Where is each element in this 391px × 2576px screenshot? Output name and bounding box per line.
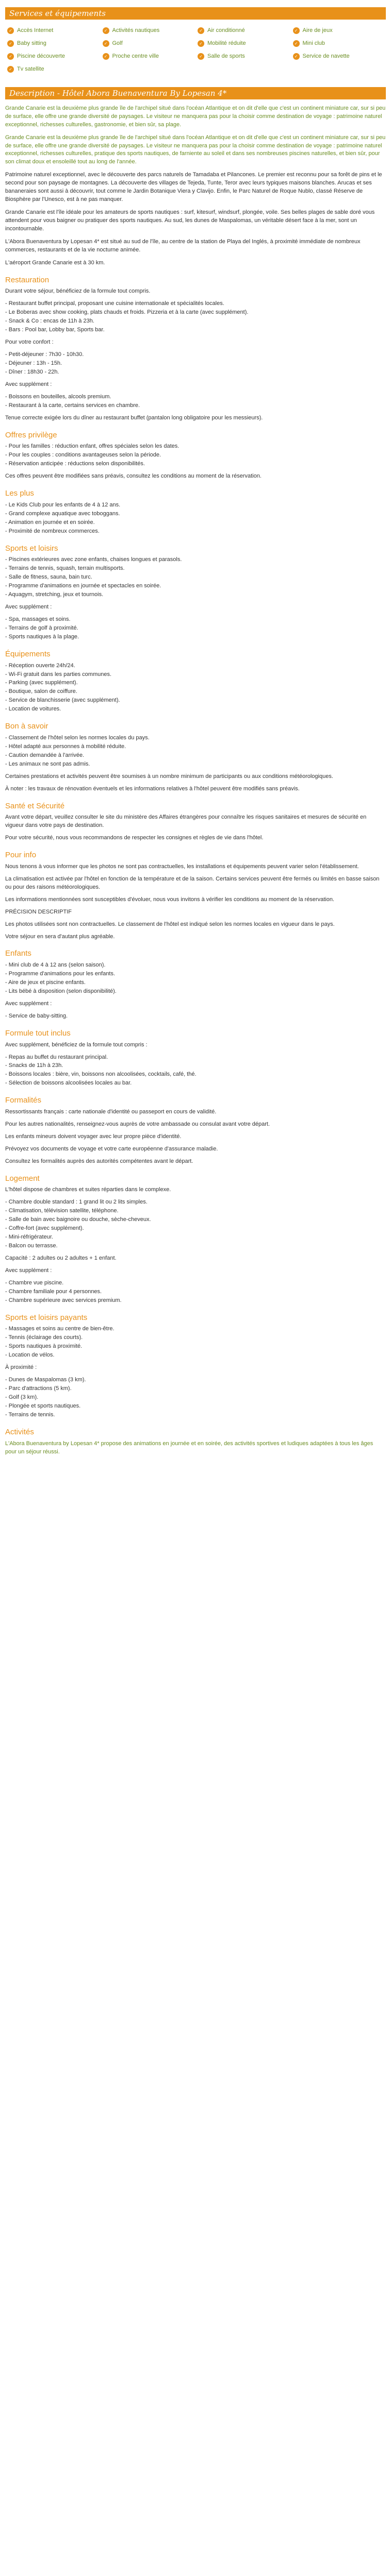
list-item: - Piscines extérieures avec zone enfants, chaises longues et parasols. xyxy=(5,556,386,564)
sub-title: PRÉCISION DESCRIPTIF xyxy=(5,908,72,915)
service-label: Baby sitting xyxy=(17,40,46,46)
list-item: - Wi-Fi gratuit dans les parties communes. xyxy=(5,671,386,679)
sub-title: Avec supplément : xyxy=(5,381,52,387)
kids-icon: ✓ xyxy=(293,40,300,47)
section-title-formalites: Formalités xyxy=(5,1096,42,1105)
snowflake-icon: ✓ xyxy=(198,27,204,34)
list-item: - Location de voitures. xyxy=(5,705,386,714)
section-title-sports: Sports et loisirs xyxy=(5,544,58,553)
section-paragraph: Nous tenons à vous informer que les photos ne sont pas contractuelles, les installations et équipements peuvent varier selon l'établissement. xyxy=(5,863,359,870)
list-item: - Dunes de Maspalomas (3 km). xyxy=(5,1376,386,1384)
section-title-infos: Pour info xyxy=(5,851,37,860)
list-item: - Balcon ou terrasse. xyxy=(5,1242,386,1250)
list-item: - Tennis (éclairage des courts). xyxy=(5,1334,386,1342)
tv-icon: ✓ xyxy=(7,66,14,73)
service-item xyxy=(198,53,289,61)
section-title-formule: Formule tout inclus xyxy=(5,1028,71,1038)
list-item: - Le Boberas avec show cooking, plats chauds et froids. Pizzeria et à la carte (avec supplément). xyxy=(5,309,386,317)
list-item: - Repas au buffet du restaurant principal. xyxy=(5,1054,386,1062)
list-item: - Plongée et sports nautiques. xyxy=(5,1402,386,1411)
intro-paragraph: L'aéroport Grande Canarie est à 30 km. xyxy=(5,259,105,266)
service-label: Air conditionné xyxy=(207,27,245,33)
list-item: - Salle de bain avec baignoire ou douche, sèche-cheveux. xyxy=(5,1216,386,1224)
section-sports-payants xyxy=(5,1325,386,1419)
list-item: - Terrains de tennis. xyxy=(5,1411,386,1419)
list-item: - Chambre double standard : 1 grand lit ou 2 lits simples. xyxy=(5,1198,386,1207)
section-activites xyxy=(5,1440,386,1456)
section-paragraph: Pour votre sécurité, nous vous recommandons de respecter les consignes et règles de vie dans l'hôtel. xyxy=(5,835,264,841)
formule-list xyxy=(5,1054,386,1088)
service-item xyxy=(293,40,384,48)
service-label: Accès Internet xyxy=(17,27,54,33)
sports-payants-list xyxy=(5,1325,386,1360)
section-paragraph: Prévoyez vos documents de voyage et votre carte européenne d'assurance maladie. xyxy=(5,1145,218,1152)
list-item: - Animation en journée et en soirée. xyxy=(5,519,386,527)
services-grid xyxy=(5,25,386,79)
service-item xyxy=(293,53,384,61)
section-intro: L'hôtel dispose de chambres et suites réparties dans le complexe. xyxy=(5,1187,171,1193)
list-item: - Programme d'animations en journée et spectacles en soirée. xyxy=(5,582,386,590)
extras-list xyxy=(5,616,386,641)
section-paragraph: Pour les autres nationalités, renseignez-vous auprès de votre ambassade ou consulat avant votre départ. xyxy=(5,1121,270,1127)
section-paragraph: La climatisation est activée par l'hôtel en fonction de la température et de la saison. Certains services peuvent être fermés ou limités en basse saison ou pour des raisons météorologiques. xyxy=(5,875,380,890)
section-offres xyxy=(5,443,386,481)
shuttle-icon: ✓ xyxy=(293,53,300,60)
service-label: Tv satellite xyxy=(17,65,44,72)
logement-list xyxy=(5,1198,386,1250)
bon-a-savoir-list xyxy=(5,734,386,769)
offres-list xyxy=(5,443,386,468)
sub-title: Avec supplément : xyxy=(5,1267,52,1274)
service-item xyxy=(103,40,194,48)
list-item: - Programme d'animations pour les enfants. xyxy=(5,970,386,978)
plus-list xyxy=(5,501,386,536)
service-label: Service de navette xyxy=(302,53,350,59)
service-label: Mini club xyxy=(302,40,325,46)
intro-paragraph: Grande Canarie est l'île idéale pour les amateurs de sports nautiques : surf, kitesurf, windsurf, plongée, voile. Ses belles plages de sable doré vous attendent pour vous baigner ou pratiquer des sports nautiques. Au sud, les dunes de Maspalomas, un véritable désert face à la mer, sont un incontournable. xyxy=(5,209,375,232)
wheelchair-icon: ✓ xyxy=(198,40,204,47)
list-item: - Proximité de nombreux commerces. xyxy=(5,528,386,536)
section-title-logement: Logement xyxy=(5,1174,40,1183)
section-note: À noter : les travaux de rénovation éventuels et les informations relatives à l'hôtel peuvent être modifiés sans préavis. xyxy=(5,785,300,792)
section-logement xyxy=(5,1186,386,1304)
wave-icon: ✓ xyxy=(103,27,109,34)
list-item: - Salle de fitness, sauna, bain turc. xyxy=(5,573,386,582)
list-item: - Pour les familles : réduction enfant, offres spéciales selon les dates. xyxy=(5,443,386,451)
description-banner: Description - Hôtel Abora Buenaventura By Lopesan 4* xyxy=(5,87,386,99)
section-plus xyxy=(5,501,386,536)
list-item: - Sélection de boissons alcoolisées locales au bar. xyxy=(5,1079,386,1088)
list-item: - Parking (avec supplément). xyxy=(5,679,386,687)
section-title-equipements: Équipements xyxy=(5,649,51,658)
service-item xyxy=(103,27,194,35)
list-item: - Boutique, salon de coiffure. xyxy=(5,688,386,696)
list-item: - Aire de jeux et piscine enfants. xyxy=(5,979,386,987)
section-formule xyxy=(5,1041,386,1088)
list-item: - Climatisation, télévision satellite, téléphone. xyxy=(5,1207,386,1215)
section-title-plus: Les plus xyxy=(5,489,34,498)
section-paragraph: Les enfants mineurs doivent voyager avec leur propre pièce d'identité. xyxy=(5,1133,182,1140)
list-item: - Hôtel adapté aux personnes à mobilité réduite. xyxy=(5,743,386,751)
service-item xyxy=(103,53,194,61)
sub-title: Avec supplément : xyxy=(5,1000,52,1007)
list-item: - Location de vélos. xyxy=(5,1351,386,1360)
extras-list xyxy=(5,1012,386,1021)
section-equipements xyxy=(5,662,386,714)
service-label: Golf xyxy=(112,40,123,46)
section-paragraph: Les informations mentionnées sont susceptibles d'évoluer, nous vous invitons à vérifier les conditions au moment de la réservation. xyxy=(5,896,334,903)
service-item xyxy=(198,27,289,35)
baby-icon: ✓ xyxy=(7,40,14,47)
section-title-restauration: Restauration xyxy=(5,275,50,284)
section-infos xyxy=(5,863,386,941)
list-item: - Service de baby-sitting. xyxy=(5,1012,386,1021)
list-item: - Terrains de tennis, squash, terrain multisports. xyxy=(5,565,386,573)
section-note: Tenue correcte exigée lors du dîner au restaurant buffet (pantalon long obligatoire pour les messieurs). xyxy=(5,414,263,421)
list-item: - Pour les couples : conditions avantageuses selon la période. xyxy=(5,451,386,460)
service-label: Aire de jeux xyxy=(302,27,333,33)
list-item: - Les animaux ne sont pas admis. xyxy=(5,760,386,769)
list-item: - Mini club de 4 à 12 ans (selon saison). xyxy=(5,961,386,970)
section-intro: Avec supplément, bénéficiez de la formule tout compris : xyxy=(5,1041,148,1048)
list-item: - Restaurant buffet principal, proposant une cuisine internationale et spécialités locales. xyxy=(5,300,386,308)
section-paragraph: Ressortissants français : carte nationale d'identité ou passeport en cours de validité. xyxy=(5,1109,217,1115)
list-item: - Grand complexe aquatique avec toboggans. xyxy=(5,510,386,518)
services-banner: Services et équipements xyxy=(5,7,386,20)
section-title-activites: Activités xyxy=(5,1427,34,1436)
dumbbell-icon: ✓ xyxy=(198,53,204,60)
service-label: Salle de sports xyxy=(207,53,245,59)
section-paragraph: L'Abora Buenaventura by Lopesan 4* propose des animations en journée et en soirée, des activités sportives et ludiques adaptées à tous les âges pour un séjour réussi. xyxy=(5,1440,373,1455)
list-item: - Chambre supérieure avec services premium. xyxy=(5,1297,386,1305)
list-item: - Service de blanchisserie (avec supplément). xyxy=(5,697,386,705)
section-paragraph: Votre séjour en sera d'autant plus agréable. xyxy=(5,933,115,940)
intro-paragraph: Patrimoine naturel exceptionnel, avec le découverte des parcs naturels de Tamadaba et Pilancones. Le premier est reconnu pour sa forêt de pins et le second pour son paysage de montagnes. La découverte des villages de Tejeda, Tunte, Teror avec leurs typiques maisons blanches. Arucas et ses bananeraies sont aussi à découvrir, tout comme le Jardin Botanique Viera y Clavijo. Enfin, le Parc Naturel de Roque Nublo, classé Réserve de Biosphère par l'Unesco, est à ne pas manquer. xyxy=(5,172,382,203)
sub-title: Avec supplément : xyxy=(5,604,52,611)
intro-paragraph: Grande Canarie est la deuxième plus grande île de l'archipel situé dans l'océan Atlantique et on dit d'elle que c'est un continent miniature car, sur si peu de surface, elle offre une grande diversité de paysages. Le visiteur ne manquera pas pour la choisir comme destination de voyage : patrimoine naturel exceptionnel, richesses culturelles, pratique des sports nautiques, de farniente au soleil et dans ses nombreuses piscines naturelles, et bien sûr, pour son climat doux et ensoleillé tout au long de l'année. xyxy=(5,134,386,165)
service-item xyxy=(198,40,289,48)
sub-title: Pour votre confort : xyxy=(5,339,54,346)
service-label: Activités nautiques xyxy=(112,27,160,33)
extras-list xyxy=(5,1279,386,1305)
list-item: - Classement de l'hôtel selon les normes locales du pays. xyxy=(5,734,386,742)
section-note: Certaines prestations et activités peuvent être soumises à un nombre minimum de participants ou aux conditions météorologiques. xyxy=(5,773,333,779)
sports-list xyxy=(5,556,386,599)
section-paragraph: Consultez les formalités auprès des autorités compétentes avant le départ. xyxy=(5,1158,193,1164)
section-title-enfants: Enfants xyxy=(5,949,31,958)
extras-list xyxy=(5,393,386,410)
list-item: - Réservation anticipée : réductions selon disponibilités. xyxy=(5,460,386,468)
list-item: - Chambre familiale pour 4 personnes. xyxy=(5,1288,386,1296)
service-item xyxy=(7,65,99,74)
list-item: - Restaurant à la carte, certains services en chambre. xyxy=(5,402,386,410)
service-label: Mobilité réduite xyxy=(207,40,246,46)
section-title-sante: Santé et Sécurité xyxy=(5,801,65,810)
section-restauration xyxy=(5,287,386,422)
capacity-text: Capacité : 2 adultes ou 2 adultes + 1 enfant. xyxy=(5,1255,117,1261)
list-item: - Bars : Pool bar, Lobby bar, Sports bar. xyxy=(5,326,386,334)
section-paragraph: Avant votre départ, veuillez consulter le site du ministère des Affaires étrangères pour connaître les risques sanitaires et mesures de sécurité en vigueur dans votre pays de destination. xyxy=(5,814,367,829)
list-item: - Sports nautiques à proximité. xyxy=(5,1343,386,1351)
list-item: - Dîner : 18h30 - 22h. xyxy=(5,368,386,377)
list-item: - Terrains de golf à proximité. xyxy=(5,624,386,633)
equipements-list xyxy=(5,662,386,714)
list-item: - Mini-réfrigérateur. xyxy=(5,1233,386,1242)
list-item: - Petit-déjeuner : 7h30 - 10h30. xyxy=(5,351,386,359)
section-sports xyxy=(5,556,386,641)
pool-icon: ✓ xyxy=(7,53,14,60)
section-paragraph: Les photos utilisées sont non contractuelles. Le classement de l'hôtel est indiqué selon les normes locales en vigueur dans le pays. xyxy=(5,921,335,927)
list-item: - Aquagym, stretching, jeux et tournois. xyxy=(5,591,386,599)
list-item: - Réception ouverte 24h/24. xyxy=(5,662,386,670)
list-item: - Boissons en bouteilles, alcools premium. xyxy=(5,393,386,401)
list-item: - Parc d'attractions (5 km). xyxy=(5,1385,386,1393)
schedule-list xyxy=(5,351,386,377)
description-intro xyxy=(5,105,386,267)
section-title-offres: Offres privilège xyxy=(5,430,57,439)
service-item xyxy=(7,27,99,35)
section-note: Ces offres peuvent être modifiées sans préavis, consultez les conditions au moment de la réservation. xyxy=(5,473,262,480)
section-formalites xyxy=(5,1108,386,1166)
list-item: - Lits bébé à disposition (selon disponibilité). xyxy=(5,988,386,996)
enfants-list xyxy=(5,961,386,996)
list-item: - Snacks de 11h à 23h. xyxy=(5,1062,386,1070)
section-intro: Durant votre séjour, bénéficiez de la formule tout compris. xyxy=(5,288,151,295)
list-item: - Coffre-fort (avec supplément). xyxy=(5,1225,386,1233)
list-item: - Sports nautiques à la plage. xyxy=(5,633,386,641)
list-item: - Golf (3 km). xyxy=(5,1394,386,1402)
intro-paragraph: Grande Canarie est la deuxième plus grande île de l'archipel situé dans l'océan Atlantique et on dit d'elle que c'est un continent miniature car, sur si peu de surface, elle offre une grande diversité de paysages. Le visiteur ne manquera pas pour la choisir comme destination de voyage : patrimoine naturel exceptionnel, richesses culturelles, gastronomie, et bien sûr, sa plage. xyxy=(5,105,386,128)
service-item xyxy=(7,53,99,61)
service-label: Proche centre ville xyxy=(112,53,159,59)
service-label: Piscine découverte xyxy=(17,53,65,59)
sub-title: À proximité : xyxy=(5,1364,37,1371)
list-item: - Chambre vue piscine. xyxy=(5,1279,386,1287)
playground-icon: ✓ xyxy=(293,27,300,34)
list-item: - Spa, massages et soins. xyxy=(5,616,386,624)
restauration-list xyxy=(5,300,386,334)
list-item: - Boissons locales : bière, vin, boissons non alcoolisées, cocktails, café, thé. xyxy=(5,1071,386,1079)
intro-paragraph: L'Abora Buenaventura by Lopesan 4* est situé au sud de l'île, au centre de la station de Playa del Inglés, à proximité immédiate de nombreux commerces, restaurants et de la vie nocturne animée. xyxy=(5,238,361,253)
section-title-bon-a-savoir: Bon à savoir xyxy=(5,722,48,731)
wifi-icon: ✓ xyxy=(7,27,14,34)
list-item: - Déjeuner : 13h - 15h. xyxy=(5,360,386,368)
near-list xyxy=(5,1376,386,1419)
section-sante xyxy=(5,814,386,842)
section-enfants xyxy=(5,961,386,1021)
list-item: - Massages et soins au centre de bien-être. xyxy=(5,1325,386,1333)
service-item xyxy=(293,27,384,35)
section-title-sports-payants: Sports et loisirs payants xyxy=(5,1313,88,1322)
section-bon-a-savoir xyxy=(5,734,386,793)
golf-icon: ✓ xyxy=(103,40,109,47)
city-icon: ✓ xyxy=(103,53,109,60)
list-item: - Snack & Co : encas de 11h à 23h. xyxy=(5,317,386,326)
list-item: - Caution demandée à l'arrivée. xyxy=(5,752,386,760)
list-item: - Le Kids Club pour les enfants de 4 à 12 ans. xyxy=(5,501,386,510)
service-item xyxy=(7,40,99,48)
